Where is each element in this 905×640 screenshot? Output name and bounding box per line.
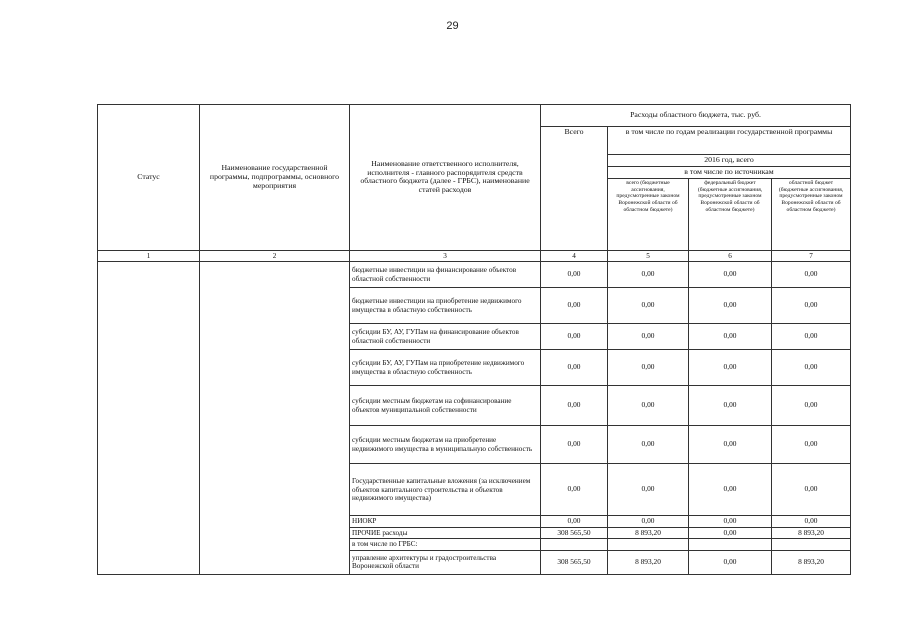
row-name: в том числе по ГРБС: bbox=[350, 539, 541, 550]
value-year-total: 0,00 bbox=[608, 350, 689, 386]
value-federal: 0,00 bbox=[689, 426, 772, 464]
value-total: 0,00 bbox=[541, 464, 608, 516]
column-numbers-row bbox=[98, 250, 851, 261]
value-total: 0,00 bbox=[541, 426, 608, 464]
value-federal: 0,00 bbox=[689, 516, 772, 528]
value-year-total: 0,00 bbox=[608, 288, 689, 324]
row-name: Государственные капитальные вложения (за исключением объектов капитального строительства и объектов недвижимого имущества) bbox=[350, 464, 541, 516]
value-federal: 0,00 bbox=[689, 288, 772, 324]
value-regional bbox=[772, 539, 851, 550]
header-by-years: в том числе по годам реализации государственной программы bbox=[608, 127, 851, 155]
col-number: 3 bbox=[350, 250, 541, 261]
value-year-total: 0,00 bbox=[608, 386, 689, 426]
value-year-total bbox=[608, 539, 689, 550]
value-total bbox=[541, 539, 608, 550]
row-name: НИОКР bbox=[350, 516, 541, 528]
value-year-total: 8 893,20 bbox=[608, 550, 689, 574]
col-number: 1 bbox=[98, 250, 200, 261]
header-program-name: Наименование государственной программы, подпрограммы, основного мероприятия bbox=[200, 105, 350, 251]
header-by-sources: в том числе по источникам bbox=[684, 166, 774, 176]
header-src-federal: федеральный бюджет (бюджетные ассигнования, предусмотренные законом Воронежской области об областном бюджете) bbox=[689, 178, 772, 250]
budget-table bbox=[97, 104, 851, 575]
value-total: 308 565,50 bbox=[541, 550, 608, 574]
value-regional: 0,00 bbox=[772, 324, 851, 350]
value-federal: 0,00 bbox=[689, 386, 772, 426]
col-number: 2 bbox=[200, 250, 350, 261]
header-year-block bbox=[608, 155, 851, 179]
value-regional: 8 893,20 bbox=[772, 550, 851, 574]
value-regional: 0,00 bbox=[772, 464, 851, 516]
value-federal: 0,00 bbox=[689, 262, 772, 288]
row-name: бюджетные инвестиции на приобретение недвижимого имущества в областную собственность bbox=[350, 288, 541, 324]
value-total: 0,00 bbox=[541, 350, 608, 386]
header-expenses: Расходы областного бюджета, тыс. руб. bbox=[541, 105, 851, 127]
header-total: Всего bbox=[541, 127, 608, 251]
value-regional: 0,00 bbox=[772, 350, 851, 386]
col-number: 7 bbox=[772, 250, 851, 261]
value-total: 0,00 bbox=[541, 262, 608, 288]
value-year-total: 8 893,20 bbox=[608, 527, 689, 539]
status-cell bbox=[98, 262, 200, 574]
table-row bbox=[98, 262, 851, 288]
row-name: субсидии БУ, АУ, ГУПам на приобретение недвижимого имущества в областную собственность bbox=[350, 350, 541, 386]
header-year-total: 2016 год, всего bbox=[608, 155, 850, 167]
row-name: субсидии местным бюджетам на софинансирование объектов муниципальной собственности bbox=[350, 386, 541, 426]
value-total: 0,00 bbox=[541, 516, 608, 528]
row-name: бюджетные инвестиции на финансирование объектов областной собственности bbox=[350, 262, 541, 288]
value-total: 308 565,50 bbox=[541, 527, 608, 539]
row-name: управление архитектуры и градостроительства Воронежской области bbox=[350, 550, 541, 574]
value-regional: 0,00 bbox=[772, 262, 851, 288]
value-year-total: 0,00 bbox=[608, 262, 689, 288]
row-name: субсидии местным бюджетам на приобретение недвижимого имущества в муниципальную собственность bbox=[350, 426, 541, 464]
value-federal: 0,00 bbox=[689, 350, 772, 386]
page-number: 29 bbox=[446, 20, 459, 32]
row-name: субсидии БУ, АУ, ГУПам на финансирование объектов областной собственности bbox=[350, 324, 541, 350]
col-number: 5 bbox=[608, 250, 689, 261]
value-total: 0,00 bbox=[541, 288, 608, 324]
value-year-total: 0,00 bbox=[608, 464, 689, 516]
header-status: Статус bbox=[98, 105, 200, 251]
value-regional: 8 893,20 bbox=[772, 527, 851, 539]
value-year-total: 0,00 bbox=[608, 426, 689, 464]
value-total: 0,00 bbox=[541, 386, 608, 426]
row-name: ПРОЧИЕ расходы bbox=[350, 527, 541, 539]
value-federal: 0,00 bbox=[689, 324, 772, 350]
header-executor-name: Наименование ответственного исполнителя, исполнителя - главного распорядителя средств областного бюджета (далее - ГРБС), наименование статей расходов bbox=[350, 105, 541, 251]
value-federal: 0,00 bbox=[689, 527, 772, 539]
value-federal: 0,00 bbox=[689, 550, 772, 574]
value-year-total: 0,00 bbox=[608, 324, 689, 350]
value-regional: 0,00 bbox=[772, 386, 851, 426]
col-number: 6 bbox=[689, 250, 772, 261]
program-cell bbox=[200, 262, 350, 574]
col-number: 4 bbox=[541, 250, 608, 261]
header-src-all: всего (бюджетные ассигнования, предусмотренные законом Воронежской области об областном бюджете) bbox=[608, 178, 689, 250]
header-src-regional: областной бюджет (бюджетные ассигнования, предусмотренные законом Воронежской области об областном бюджете) bbox=[772, 178, 851, 250]
value-federal: 0,00 bbox=[689, 464, 772, 516]
value-year-total: 0,00 bbox=[608, 516, 689, 528]
value-federal bbox=[689, 539, 772, 550]
value-regional: 0,00 bbox=[772, 288, 851, 324]
value-regional: 0,00 bbox=[772, 516, 851, 528]
value-regional: 0,00 bbox=[772, 426, 851, 464]
value-total: 0,00 bbox=[541, 324, 608, 350]
